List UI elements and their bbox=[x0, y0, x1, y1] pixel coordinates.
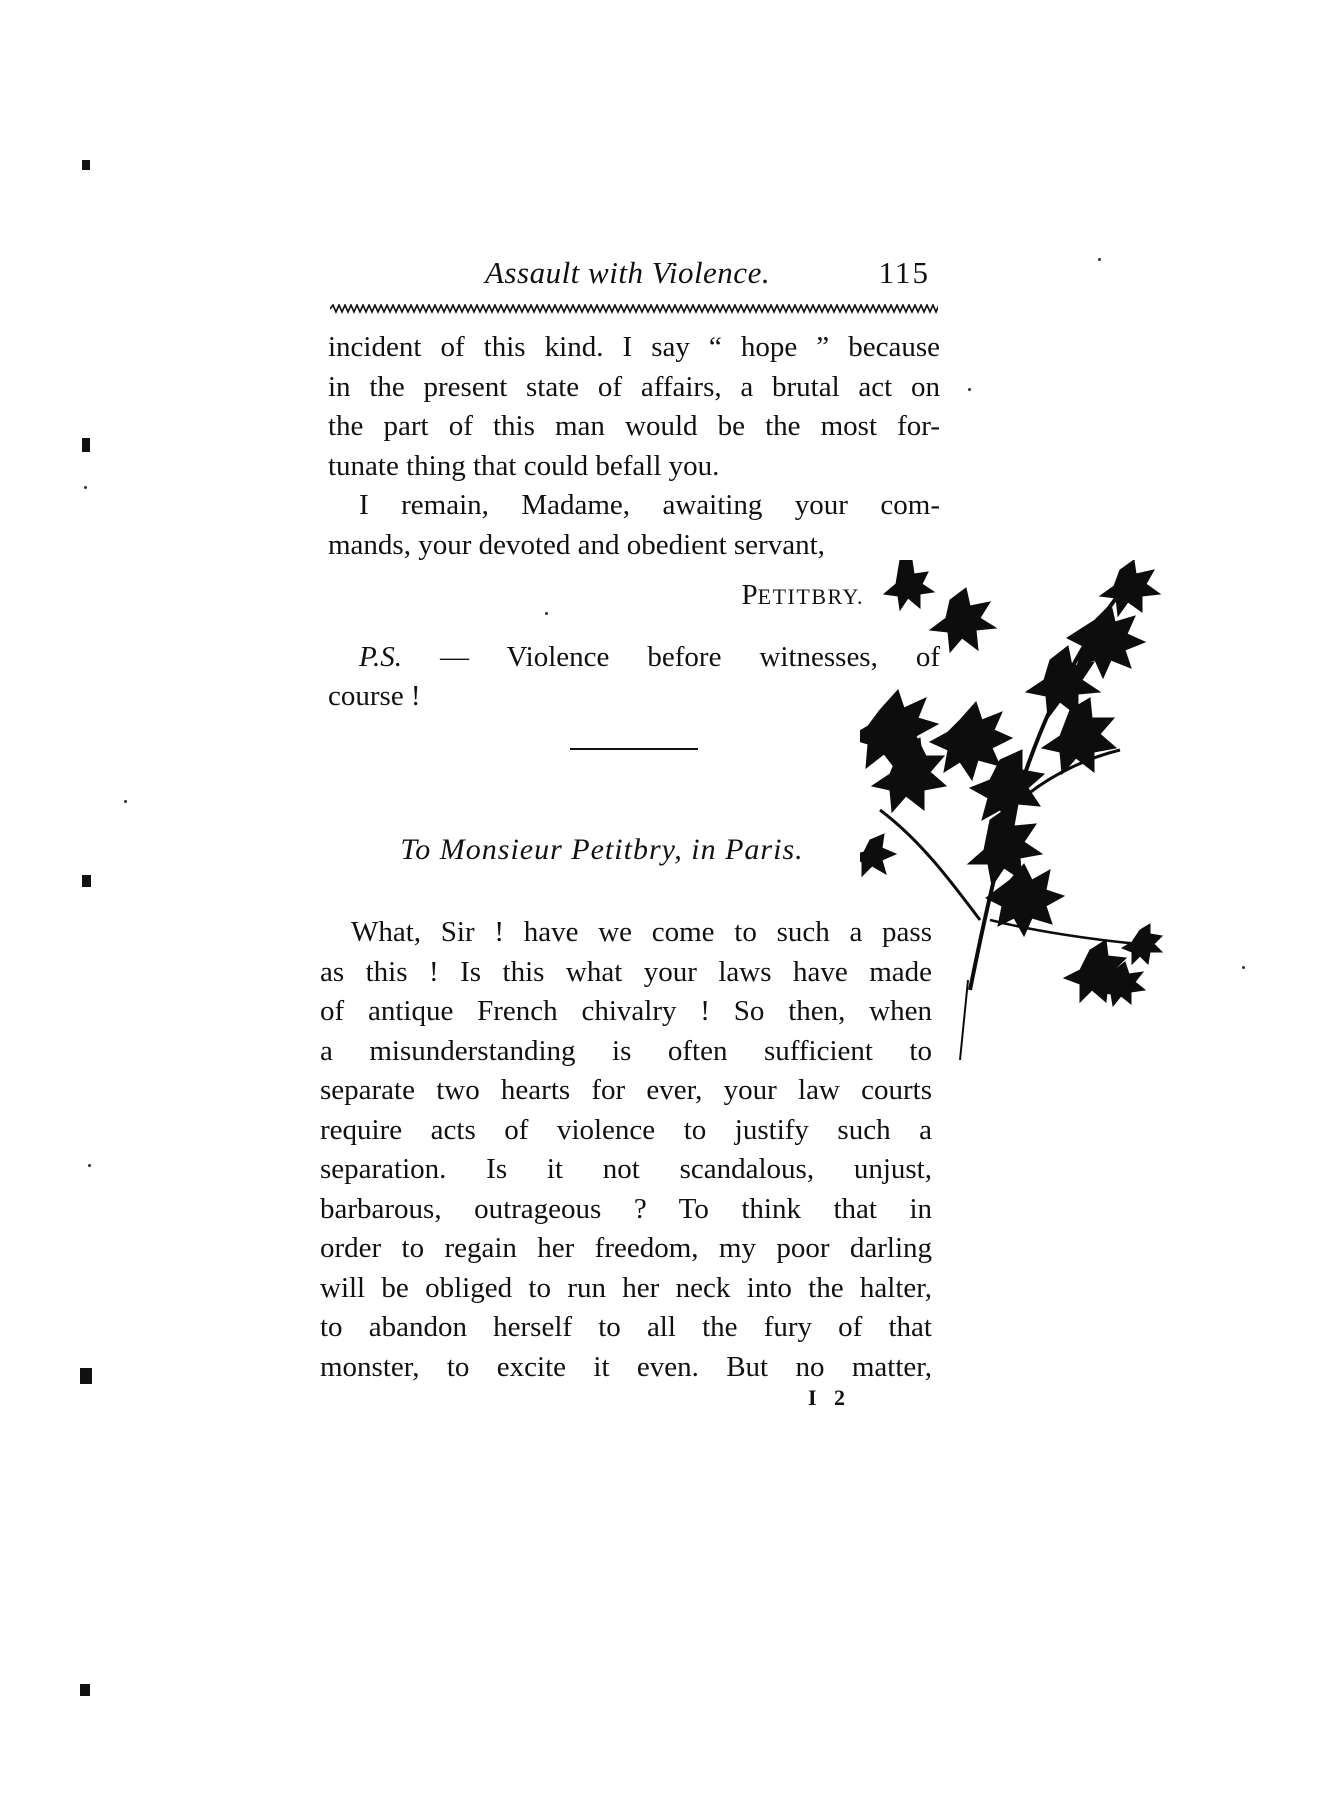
body-line: barbarous, outrageous ? To think that in bbox=[320, 1192, 932, 1225]
signature-text: PETITBRY. bbox=[741, 579, 864, 611]
speck bbox=[124, 800, 127, 803]
body-line: require acts of violence to justify such a bbox=[320, 1113, 932, 1146]
body-line: mands, your devoted and obedient servant, bbox=[328, 528, 825, 561]
postscript-line: course ! bbox=[328, 680, 421, 712]
body-line: order to regain her freedom, my poor darling bbox=[320, 1232, 932, 1264]
postscript-line bbox=[328, 638, 940, 678]
body-line: as this ! Is this what your laws have made bbox=[320, 955, 932, 988]
body-line: will be obliged to run her neck into the halter, bbox=[320, 1271, 932, 1304]
wavy-header-rule bbox=[330, 304, 938, 314]
body-line: separate two hearts for ever, your law courts bbox=[320, 1074, 932, 1106]
speck bbox=[545, 612, 548, 615]
postscript-label: P.S. bbox=[359, 640, 402, 673]
body-line: What, Sir ! have we come to such a pass bbox=[351, 916, 932, 948]
leafy-branch-illustration bbox=[860, 560, 1190, 1060]
postscript-text: — Violence before witnesses, of bbox=[439, 640, 941, 673]
letter-signature bbox=[328, 576, 940, 616]
body-line: a misunderstanding is often sufficient to bbox=[320, 1034, 932, 1067]
margin-mark bbox=[82, 875, 91, 887]
letter-heading: To Monsieur Petitbry, in Paris. bbox=[400, 833, 804, 866]
printer-signature-mark: I 2 bbox=[808, 1385, 852, 1410]
body-line: tunate thing that could befall you. bbox=[328, 449, 720, 482]
body-line: the part of this man would be the most for- bbox=[328, 410, 940, 442]
speck bbox=[1098, 258, 1101, 261]
speck bbox=[88, 1164, 91, 1167]
body-line: incident of this kind. I say “ hope ” because bbox=[328, 331, 940, 363]
running-header bbox=[330, 255, 940, 295]
page-number: 115 bbox=[878, 255, 930, 290]
running-title: Assault with Violence. bbox=[485, 255, 771, 290]
body-line: I remain, Madame, awaiting your com- bbox=[359, 489, 940, 521]
section-divider bbox=[570, 748, 698, 750]
speck bbox=[1242, 966, 1245, 969]
body-line: monster, to excite it even. But no matter, bbox=[320, 1350, 932, 1383]
margin-mark bbox=[82, 160, 90, 170]
letter-body bbox=[320, 913, 932, 1387]
body-line: of antique French chivalry ! So then, when bbox=[320, 995, 932, 1027]
postscript bbox=[328, 638, 940, 717]
speck bbox=[84, 486, 87, 489]
body-line: separation. Is it not scandalous, unjust, bbox=[320, 1153, 932, 1185]
body-line: to abandon herself to all the fury of that bbox=[320, 1311, 932, 1343]
margin-mark bbox=[80, 1368, 92, 1384]
body-line: in the present state of affairs, a brutal act on bbox=[328, 370, 940, 403]
speck bbox=[968, 388, 971, 391]
margin-mark bbox=[82, 438, 90, 452]
margin-mark bbox=[80, 1684, 90, 1696]
letter-continuation bbox=[328, 328, 940, 717]
